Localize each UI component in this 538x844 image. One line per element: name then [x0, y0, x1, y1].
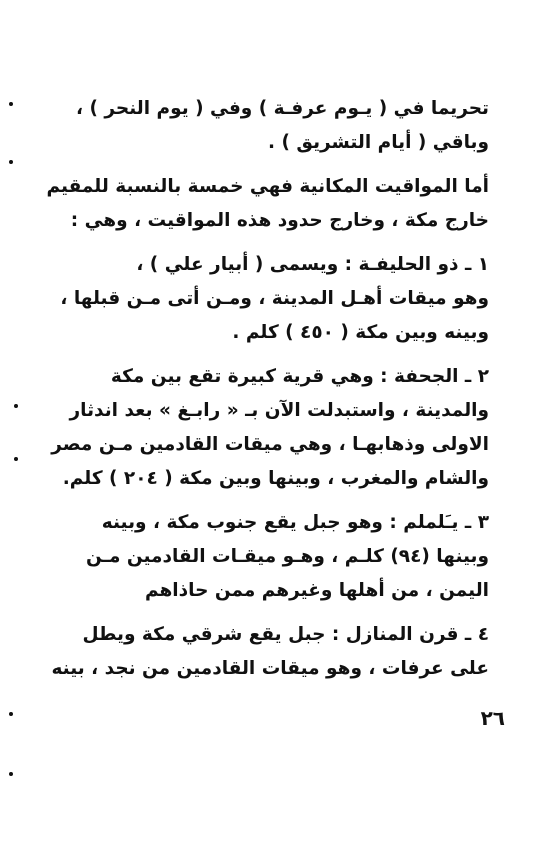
page-number: ٢٦: [480, 706, 505, 730]
paragraph-gap: [42, 496, 489, 506]
paragraph-gap: [42, 238, 489, 248]
paragraph-spatial-miqats: [42, 170, 489, 238]
text-line: اليمن ، من أهلها وغيرهم ممن حاذاهم: [144, 580, 489, 601]
text-line: والشام والمغرب ، وبينها وبين مكة ( ٢٠٤ ) كلم.: [62, 468, 489, 489]
text-line: وهو ميقات أهـل المدينة ، ومـن أتى مـن قبلها ،: [60, 288, 489, 309]
text-line: وبينه وبين مكة ( ٤٥٠ ) كلم .: [232, 322, 489, 343]
margin-mark: [9, 712, 13, 716]
paragraph-gap: [42, 350, 489, 360]
paragraph-gap: [42, 608, 489, 618]
margin-mark: [14, 404, 18, 408]
paragraph-juhfah: [42, 360, 489, 496]
text-line: تحريما في ( يـوم عرفـة ) وفي ( يوم النحر ) ،: [76, 98, 489, 119]
paragraph-tashreeq: [42, 92, 489, 160]
text-line: ١ ـ ذو الحليفـة : ويسمى ( أبيار علي ) ،: [136, 254, 489, 275]
text-line: ٣ ـ يـَلملم : وهو جبل يقع جنوب مكة ، وبينه: [101, 512, 489, 533]
text-line: الاولى وذهابهـا ، وهي ميقات القادمين مـن مصر: [51, 434, 489, 455]
text-line: ٤ ـ قرن المنازل : جبل يقع شرقي مكة ويطل: [82, 624, 489, 645]
paragraph-yalamlam: [42, 506, 489, 608]
paragraph-qarn-al-manazil: [42, 618, 489, 686]
body-text: [42, 92, 489, 686]
margin-mark: [9, 102, 13, 106]
margin-mark: [9, 772, 13, 776]
paragraph-gap: [42, 160, 489, 170]
text-line: والمدينة ، واستبدلت الآن بـ « رابـغ » بعد اندثار: [69, 400, 489, 421]
text-line: وبينها (٩٤) كلـم ، وهـو ميقـات القادمين مـن: [85, 546, 489, 567]
text-line: وباقي ( أيام التشريق ) .: [268, 132, 489, 153]
text-line: ٢ ـ الجحفة : وهي قرية كبيرة تقع بين مكة: [110, 366, 489, 387]
paragraph-dhul-hulayfah: [42, 248, 489, 350]
text-line: على عرفات ، وهو ميقات القادمين من نجد ، بينه: [51, 658, 489, 679]
margin-mark: [14, 457, 18, 461]
text-line: خارج مكة ، وخارج حدود هذه المواقيت ، وهي :: [70, 210, 489, 231]
text-line: أما المواقيت المكانية فهي خمسة بالنسبة للمقيم: [46, 176, 489, 197]
margin-mark: [9, 160, 13, 164]
